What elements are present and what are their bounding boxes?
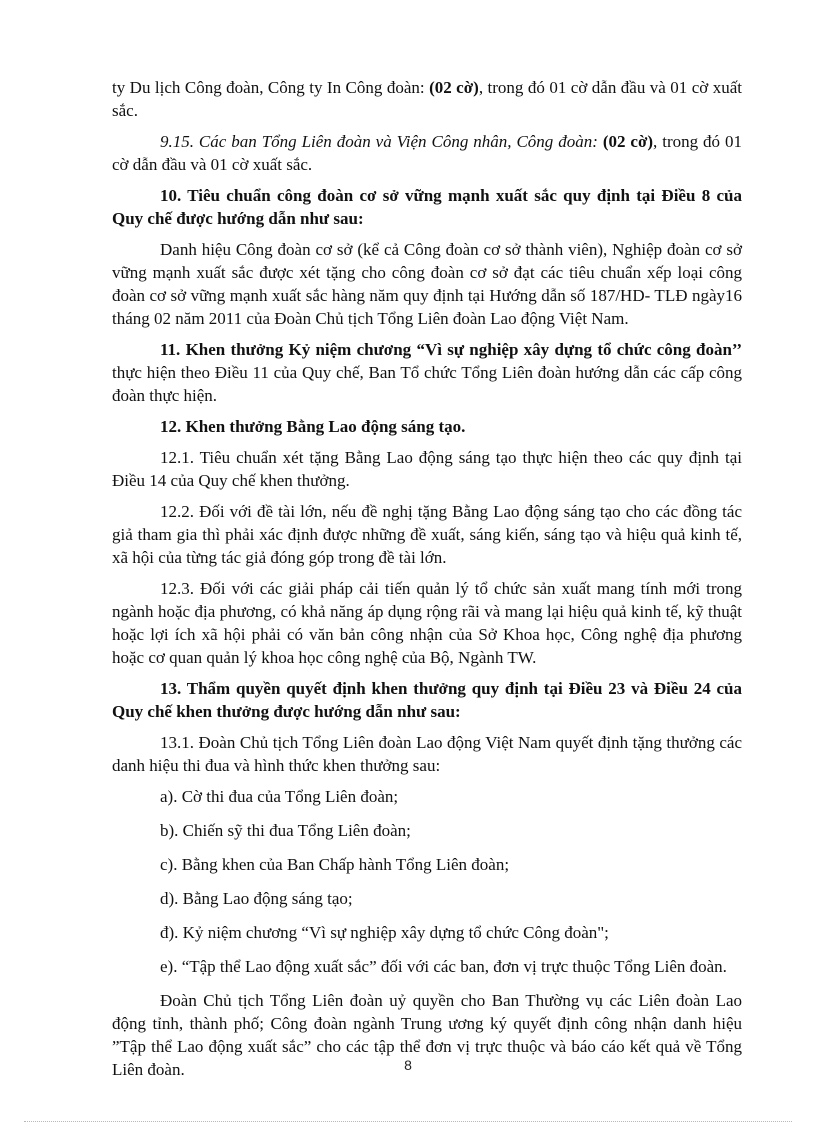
document-body bbox=[112, 76, 742, 1089]
list-item: b). Chiến sỹ thi đua Tổng Liên đoàn; bbox=[160, 821, 411, 840]
list-item: c). Bằng khen của Ban Chấp hành Tổng Liên đoàn; bbox=[160, 855, 510, 874]
paragraph-section-10: Danh hiệu Công đoàn cơ sở (kể cả Công đoàn cơ sở thành viên), Nghiệp đoàn cơ sở vững mạnh xuất sắc được xét tặng cho công đoàn cơ sở đạt các tiêu chuẩn xếp loại công đoàn cơ sở vững mạnh xuất sắc hàng năm quy định tại Hướng dẫn số 187/HD- TLĐ ngày16 tháng 02 năm 2011 của Đoàn Chủ tịch Tổng Liên đoàn Lao động Việt Nam. bbox=[112, 240, 742, 328]
paragraph-delegation: Đoàn Chủ tịch Tổng Liên đoàn uỷ quyền cho Ban Thường vụ các Liên đoàn Lao động tỉnh, thành phố; Công đoàn ngành Trung ương ký quyết định công nhận danh hiệu ”Tập thể Lao động xuất sắc” cho các tập thể đơn vị trực thuộc và báo cáo kết quả về Tổng Liên đoàn. bbox=[112, 991, 742, 1079]
heading-section-12: 12. Khen thưởng Bằng Lao động sáng tạo. bbox=[160, 417, 466, 436]
page-bottom-divider bbox=[24, 1121, 792, 1122]
heading-section-13: 13. Thẩm quyền quyết định khen thưởng quy định tại Điều 23 và Điều 24 của Quy chế khen thưởng được hướng dẫn như sau: bbox=[112, 679, 742, 721]
paragraph-section-11: 11. Khen thưởng Kỷ niệm chương “Vì sự nghiệp xây dựng tổ chức công đoàn’’ thực hiện theo Điều 11 của Quy chế, Ban Tổ chức Tổng Liên đoàn hướng dẫn các cấp công đoàn thực hiện. bbox=[112, 340, 742, 405]
heading-section-10: 10. Tiêu chuẩn công đoàn cơ sở vững mạnh xuất sắc quy định tại Điều 8 của Quy chế được hướng dẫn như sau: bbox=[112, 186, 742, 228]
list-item: đ). Kỷ niệm chương “Vì sự nghiệp xây dựng tổ chức Công đoàn"; bbox=[160, 923, 609, 942]
paragraph-12-1: 12.1. Tiêu chuẩn xét tặng Bằng Lao động sáng tạo thực hiện theo các quy định tại Điều 14 của Quy chế khen thưởng. bbox=[112, 448, 742, 490]
paragraph-13-1: 13.1. Đoàn Chủ tịch Tổng Liên đoàn Lao động Việt Nam quyết định tặng thưởng các danh hiệu thi đua và hình thức khen thưởng sau: bbox=[112, 733, 742, 775]
paragraph-12-2: 12.2. Đối với đề tài lớn, nếu đề nghị tặng Bằng Lao động sáng tạo cho các đồng tác giả tham gia thì phải xác định được những đề xuất, sáng kiến, sáng tạo và hiệu quả kinh tế, xã hội của từng tác giả đóng góp trong đề tài lớn. bbox=[112, 502, 742, 567]
list-item: a). Cờ thi đua của Tổng Liên đoàn; bbox=[160, 787, 399, 806]
paragraph-continuation: ty Du lịch Công đoàn, Công ty In Công đoàn: (02 cờ), trong đó 01 cờ dẫn đầu và 01 cờ xuất sắc. bbox=[112, 78, 743, 120]
list-item: e). “Tập thể Lao động xuất sắc” đối với các ban, đơn vị trực thuộc Tổng Liên đoàn. bbox=[160, 957, 727, 976]
paragraph-12-3: 12.3. Đối với các giải pháp cải tiến quản lý tổ chức sản xuất mang tính mới trong ngành hoặc địa phương, có khả năng áp dụng rộng rãi và mang lại hiệu quả kinh tế, kỹ thuật hoặc lợi ích xã hội phải có văn bản công nhận của Sở Khoa học, Công nghệ địa phương hoặc cơ quan quản lý khoa học công nghệ của Bộ, Ngành TW. bbox=[112, 579, 742, 667]
list-item: d). Bằng Lao động sáng tạo; bbox=[160, 889, 353, 908]
page-number: 8 bbox=[404, 1057, 412, 1073]
paragraph-9-15: 9.15. Các ban Tổng Liên đoàn và Viện Công nhân, Công đoàn: (02 cờ), trong đó 01 cờ dẫn đầu và 01 cờ xuất sắc. bbox=[112, 132, 742, 174]
